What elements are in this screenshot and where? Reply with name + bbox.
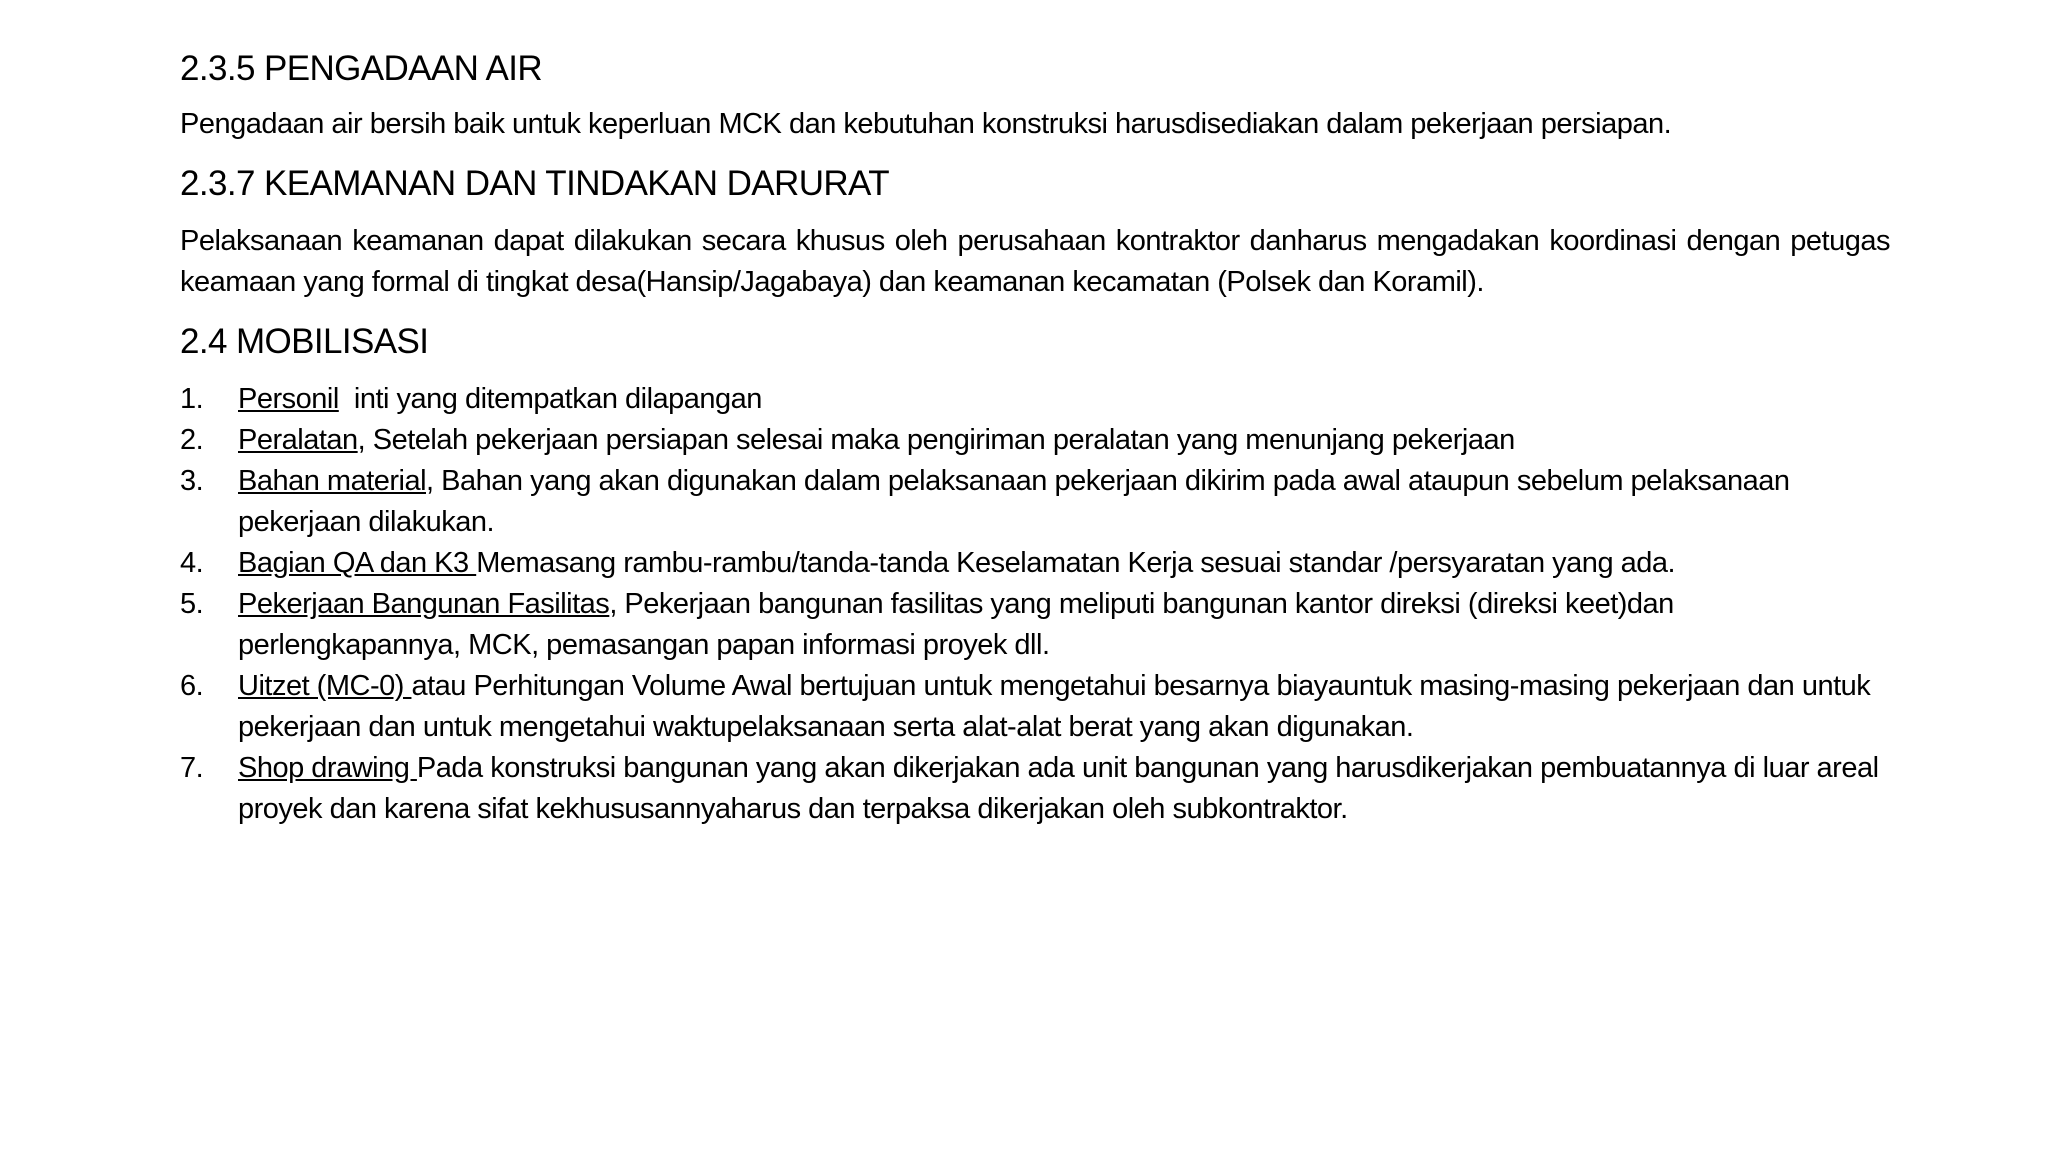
paragraph-keamanan: Pelaksanaan keamanan dapat dilakukan secara khusus oleh perusahaan kontraktor danharus mengadakan koordinasi dengan petugas keamaan yang formal di tingkat desa(Hansip/Jagabaya) dan keamanan kecamatan (Polsek dan Koramil).	[180, 225, 1890, 298]
list-item-term: Peralatan	[238, 424, 358, 456]
list-item-text: Memasang rambu-rambu/tanda-tanda Keselamatan Kerja sesuai standar /persyaratan yang ada.	[476, 547, 1676, 579]
list-item-text: Bahan yang akan digunakan dalam pelaksanaan pekerjaan dikirim pada awal ataupun sebelum pelaksanaan pekerjaan dilakukan.	[238, 465, 1790, 538]
list-item-term: Pekerjaan Bangunan Fasilitas	[238, 588, 610, 620]
heading-pengadaan-air: 2.3.5 PENGADAAN AIR	[180, 49, 543, 88]
list-item-number: 4.	[180, 547, 204, 579]
list-item	[180, 461, 1890, 543]
list-item-text: , Pekerjaan bangunan fasilitas yang meliputi bangunan kantor direksi (direksi keet)dan perlengkapannya, MCK, pemasangan papan informasi proyek dll.	[238, 588, 1674, 661]
list-item-term: Bahan material,	[238, 465, 434, 497]
list-item-number: 2.	[180, 424, 204, 456]
list-item-text: inti yang ditempatkan dilapangan	[338, 383, 762, 415]
list-item	[180, 420, 1890, 461]
paragraph-pengadaan-air: Pengadaan air bersih baik untuk keperluan MCK dan kebutuhan konstruksi harusdisediakan dalam pekerjaan persiapan.	[180, 108, 1672, 140]
list-item	[180, 666, 1890, 748]
mobilisasi-list	[180, 379, 1890, 830]
list-item-term: Bagian QA dan K3	[238, 547, 477, 579]
list-item-number: 7.	[180, 752, 204, 784]
heading-mobilisasi: 2.4 MOBILISASI	[180, 322, 429, 361]
list-item-term: Uitzet (MC-0)	[238, 670, 412, 702]
list-item	[180, 379, 1890, 420]
list-item	[180, 584, 1890, 666]
slide-content	[180, 46, 1890, 830]
list-item-number: 1.	[180, 383, 204, 415]
list-item-text: , Setelah pekerjaan persiapan selesai maka pengiriman peralatan yang menunjang pekerjaan	[357, 424, 1515, 456]
list-item-text: atau Perhitungan Volume Awal bertujuan untuk mengetahui besarnya biayauntuk masing-masing pekerjaan dan untuk pekerjaan dan untuk mengetahui waktupelaksanaan serta alat-alat berat yang akan digunakan.	[238, 670, 1871, 743]
heading-keamanan: 2.3.7 KEAMANAN DAN TINDAKAN DARURAT	[180, 164, 889, 203]
list-item	[180, 543, 1890, 584]
list-item-text: Pada konstruksi bangunan yang akan dikerjakan ada unit bangunan yang harusdikerjakan pembuatannya di luar areal proyek dan karena sifat kekhususannyaharus dan terpaksa dikerjakan oleh subkontraktor.	[238, 752, 1879, 825]
list-item-term: Shop drawing	[238, 752, 417, 784]
list-item-number: 5.	[180, 588, 204, 620]
list-item-term: Personil	[238, 383, 339, 415]
list-item	[180, 748, 1890, 830]
list-item-number: 6.	[180, 670, 204, 702]
list-item-number: 3.	[180, 465, 204, 497]
